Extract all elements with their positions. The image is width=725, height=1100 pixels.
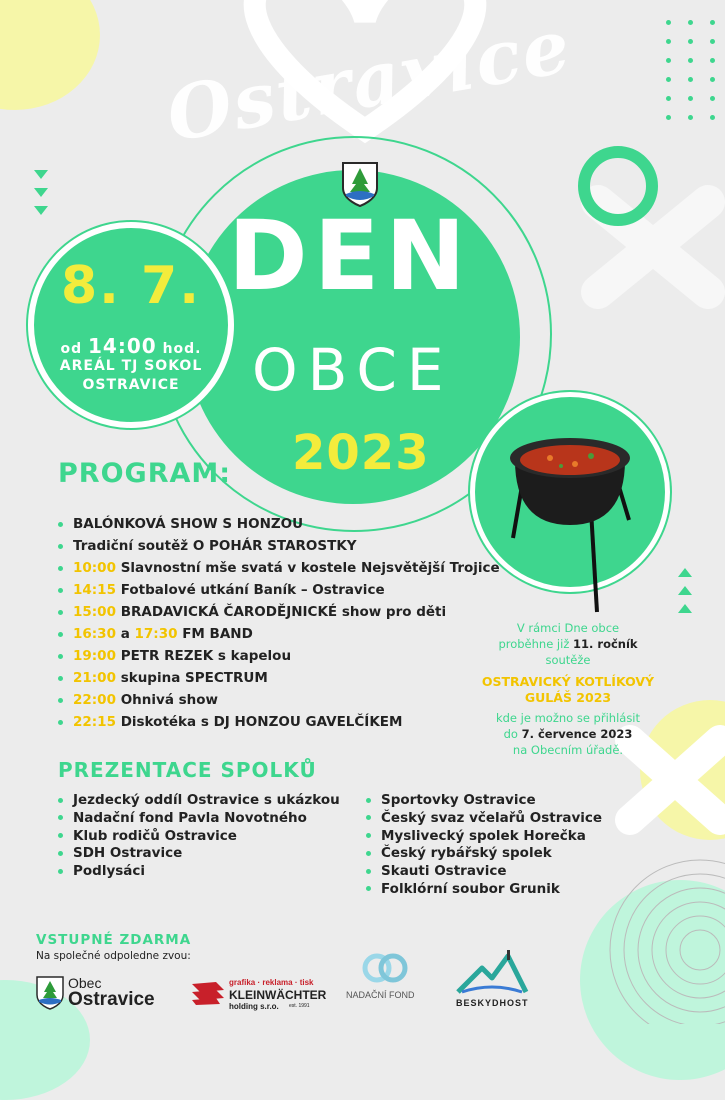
list-item: Jezdecký oddíl Ostravice s ukázkou [58,792,340,810]
invite-label: Na společné odpoledne zvou: [36,950,191,962]
venue-line-1: AREÁL TJ SOKOL [59,358,203,374]
program-item: 14:15 Fotbalové utkání Baník – Ostravice [58,579,500,601]
beskydhost-logo-icon [452,948,532,998]
time-prefix: od [60,341,83,357]
logo-kleinwachter-est: est. 1991 [289,1003,310,1009]
list-item: Sportovky Ostravice [366,792,602,810]
list-item: Folklórní soubor Grunik [366,881,602,899]
date-circle [28,222,234,428]
logo-kleinwachter-holding: holding s.r.o. [229,1002,279,1011]
time-suffix: hod. [162,341,202,357]
list-item: Český rybářský spolek [366,845,602,863]
program-item: 22:15 Diskotéka s DJ HONZOU GAVELČÍKEM [58,711,500,733]
logo-ostravice-text: Ostravice [68,989,155,1010]
list-item: Nadační fond Pavla Novotného [58,810,340,828]
contest-line-3: kde je možno se přihlásit [495,711,641,725]
list-item: Klub rodičů Ostravice [58,828,340,846]
program-item: 21:00 skupina SPECTRUM [58,667,500,689]
program-item: Tradiční soutěž O POHÁR STAROSTKY [58,535,500,557]
list-item: Skauti Ostravice [366,863,602,881]
list-item: Podlysáci [58,863,340,881]
title-year: 2023 [292,425,430,481]
dots-grid-decoration [666,20,716,120]
contest-line-4: do 7. července 2023 [503,727,633,741]
obec-ostravice-logo-icon [35,975,65,1011]
kleinwachter-logo-icon [190,980,226,1006]
contest-line-1: V rámci Dne obce [516,621,620,635]
list-item: Český svaz včelařů Ostravice [366,810,602,828]
program-item: 16:30 a 17:30 FM BAND [58,623,500,645]
free-entry-label: VSTUPNÉ ZDARMA [36,932,192,948]
ostravice-watermark: Ostravice [160,3,578,159]
program-list [58,513,500,733]
logo-kleinwachter-name: KLEINWÄCHTER [229,988,327,1002]
title-obce: OBCE [252,336,454,404]
contest-title-1: OSTRAVICKÝ KOTLÍKOVÝ [481,674,655,689]
program-item: 22:00 Ohnivá show [58,689,500,711]
list-item: Myslivecký spolek Horečka [366,828,602,846]
list-item: SDH Ostravice [58,845,340,863]
contest-line-5: na Obecním úřadě. [512,743,624,757]
title-den: DEN [228,200,472,312]
event-time-line [34,334,228,358]
triangles-left-decoration [32,168,50,218]
venue-line-2: OSTRAVICE [82,377,180,393]
triangles-right-decoration [676,566,694,616]
event-time: 14:00 [88,334,157,358]
program-item: 15:00 BRADAVICKÁ ČARODĚJNICKÉ show pro děti [58,601,500,623]
program-item: 19:00 PETR REZEK s kapelou [58,645,500,667]
spolky-heading: PREZENTACE SPOLKŮ [58,758,317,782]
spolky-list-right [366,792,602,899]
goulash-pot-icon [495,420,645,620]
logo-beskydhost-text: BESKYDHOST [456,998,529,1008]
spolky-list-left [58,792,340,881]
ring-decoration [578,146,658,226]
yellow-blob-top-left [0,0,100,110]
goulash-contest-info [478,620,658,758]
contest-line-2: proběhne již 11. ročník soutěže [498,637,638,667]
contest-title-2: GULÁŠ 2023 [524,690,612,705]
program-item: 10:00 Slavnostní mše svatá v kostele Nejsvětější Trojice [58,557,500,579]
program-item: BALÓNKOVÁ SHOW S HONZOU [58,513,500,535]
logo-obec-text: Obec [68,975,102,991]
program-heading: PROGRAM: [58,458,232,489]
nadacni-fond-logo-icon [362,948,408,988]
logo-nadacni-fond-text: NADAČNÍ FOND [346,990,415,1000]
event-date: 8. 7. [61,256,201,316]
concentric-circles-decoration [590,840,725,1024]
logo-kleinwachter-tagline: grafika · reklama · tisk [229,978,314,987]
